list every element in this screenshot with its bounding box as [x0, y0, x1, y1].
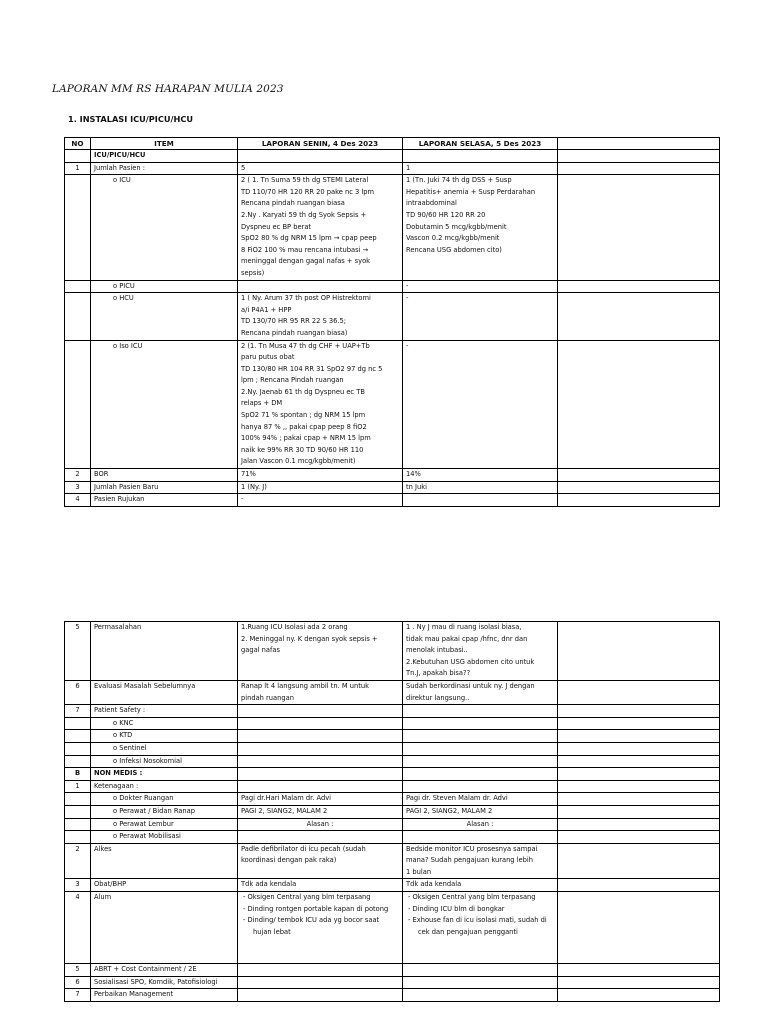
item-label: o HCU — [91, 293, 238, 340]
text-line: Jalan Vascon 0.1 mcg/kgbb/menit) — [241, 457, 356, 466]
bullet-item: - Exhouse fan di icu isolasi mati, sudah di cek dan pengajuan pengganti — [408, 916, 547, 936]
text-line: Ranap lt 4 langsung ambil tn. M untuk — [241, 681, 369, 690]
item-label: o Iso ICU — [91, 340, 238, 469]
table-row: 5 Permasalahan 1.Ruang ICU Isolasi ada 2 orang 2. Meninggal ny. K dengan syok sepsis + gagal nafas 1 . Ny J mau di ruang isolasi biasa, tidak mau pakai cpap /hfnc, dnr dan menolak intubasi.. 2.Kebutuhan USG abdomen cito untuk Tn.J, apakah bisa?? — [65, 622, 720, 681]
table-row: o KNC — [65, 717, 720, 730]
text-line: relaps + DM — [241, 399, 283, 408]
table-row: 2 Alkes Padle defibrilator di icu pecah (sudah koordinasi dengan pak raka) Bedside monitor ICU prosesnya sampai mana? Sudah pengajuan kurang lebih 1 bulan — [65, 843, 720, 879]
cell-bullets — [403, 892, 558, 964]
table-row — [65, 175, 720, 280]
text-line: 1 bulan — [406, 867, 432, 876]
header-item: ITEM — [91, 138, 238, 150]
text-line: Dyspneu ec BP berat — [241, 222, 312, 231]
cell-multiline — [238, 340, 403, 469]
table-row: B NON MEDIS : — [65, 768, 720, 781]
cell-multiline — [238, 843, 403, 879]
table-row: o KTD — [65, 730, 720, 743]
text-line: TD 130/80 HR 104 RR 31 SpO2 97 dg nc 5 — [241, 364, 383, 373]
cell-multiline — [403, 843, 558, 879]
text-line: Bedside monitor ICU prosesnya sampai — [406, 844, 538, 853]
text-line: Rencana pindah ruangan biasa) — [241, 328, 348, 337]
table-header-row — [65, 138, 720, 150]
item-label: o PICU — [91, 280, 238, 293]
text-line: Tn.J, apakah bisa?? — [406, 669, 471, 678]
text-line: 2 ( 1. Tn Suma 59 th dg STEMI Lateral — [241, 176, 369, 185]
cell-multiline — [238, 175, 403, 280]
text-line: lpm ; Rencana Pindah ruangan — [241, 376, 344, 385]
text-line: tidak mau pakai cpap /hfnc, dnr dan — [406, 634, 528, 643]
table-row: o Sentinel — [65, 742, 720, 755]
table-row: 2 BOR 71% 14% — [65, 469, 720, 482]
header-empty — [558, 138, 720, 150]
table-row: o HCU 1 ( Ny. Arum 37 th post OP Histrektomi a/i P4A1 + HPP TD 130/70 HR 95 RR 22 S 36.5; Rencana pindah ruangan biasa) - — [65, 293, 720, 340]
table-row: 4 Pasien Rujukan - — [65, 494, 720, 507]
text-line: menolak intubasi.. — [406, 646, 468, 655]
text-line: 1 (Tn. Juki 74 th dg DSS + Susp — [406, 176, 512, 185]
table-row: o Perawat Mobilisasi — [65, 831, 720, 844]
text-line: SpO2 80 % dg NRM 15 lpm → cpap peep — [241, 234, 377, 243]
text-line: koordinasi dengan pak raka) — [241, 856, 337, 865]
group-label: ICU/PICU/HCU — [91, 150, 238, 163]
text-line: gagal nafas — [241, 646, 280, 655]
table-row: o Perawat / Bidan Ranap PAGI 2, SIANG2, MALAM 2 PAGI 2, SIANG2, MALAM 2 — [65, 805, 720, 818]
table-row: 7 Perbaikan Management — [65, 989, 720, 1002]
text-line: TD 90/60 HR 120 RR 20 — [406, 210, 486, 219]
table-row: o Dokter Ruangan Pagi dr.Hari Malam dr. Advi Pagi dr. Steven Malam dr. Advi — [65, 793, 720, 806]
text-line: Rencana pindah ruangan biasa — [241, 199, 345, 208]
report-table-page-2 — [64, 621, 720, 1002]
header-selasa: LAPORAN SELASA, 5 Des 2023 — [403, 138, 558, 150]
header-no: NO — [65, 138, 91, 150]
report-table-page-1 — [64, 137, 720, 507]
text-line: 1 ( Ny. Arum 37 th post OP Histrektomi — [241, 294, 371, 303]
table-row: 3 Jumlah Pasien Baru 1 (Ny. J) tn Juki — [65, 481, 720, 494]
text-line: Rencana USG abdomen cito) — [406, 245, 502, 254]
text-line: 2.Kebutuhan USG abdomen cito untuk — [406, 657, 535, 666]
cell-multiline — [403, 622, 558, 681]
item-label: o ICU — [91, 175, 238, 280]
text-line: SpO2 71 % spontan ; dg NRM 15 lpm — [241, 411, 366, 420]
table-row: 1 Ketenagaan : — [65, 780, 720, 793]
text-line: naik ke 99% RR 30 TD 90/60 HR 110 — [241, 445, 364, 454]
bullet-item: - Oksigen Central yang blm terpasang — [243, 893, 371, 902]
text-line: direktur langsung.. — [406, 693, 470, 702]
text-line: 2.Ny . Karyati 59 th dg Syok Sepsis + — [241, 210, 367, 219]
bullet-item: - Dinding ICU blm di bongkar — [408, 904, 505, 913]
text-line: Hepatitis+ anemia + Susp Perdarahan — [406, 187, 536, 196]
text-line: 2. Meninggal ny. K dengan syok sepsis + — [241, 634, 378, 643]
text-line: Vascon 0.2 mcg/kgbb/menit — [406, 234, 500, 243]
text-line: 1.Ruang ICU Isolasi ada 2 orang — [241, 623, 348, 631]
text-line: pindah ruangan — [241, 693, 294, 702]
cell-multiline — [238, 622, 403, 681]
text-line: paru putus obat — [241, 353, 295, 362]
table-row: 6 Evaluasi Masalah Sebelumnya Ranap lt 4 langsung ambil tn. M untuk pindah ruangan Sudah berkordinasi untuk ny. J dengan direktur langsung.. — [65, 680, 720, 704]
text-line: 2.Ny. Jaenab 61 th dg Dyspneu ec TB — [241, 387, 365, 396]
text-line: 8 FiO2 100 % mau rencana intubasi → — [241, 245, 369, 254]
table-row: o PICU - — [65, 280, 720, 293]
bullet-item: - Oksigen Central yang blm terpasang — [408, 893, 536, 902]
table-row: o Iso ICU 2 (1. Tn Musa 47 th dg CHF + UAP+Tb paru putus obat TD 130/80 HR 104 RR 31 SpO2 97 dg nc 5 lpm ; Rencana Pindah ruangan 2.Ny. Jaenab 61 th dg Dyspneu ec TB relaps + DM SpO2 71 % spontan ; dg NRM 15 lpm hanya 87 % ,, pakai cpap peep 8 fiO2 100% 94% ; pakai cpap + NRM 15 lpm naik ke 99% RR 30 TD 90/60 HR 110 Jalan Vascon 0.1 mcg/kgbb/menit) - — [65, 340, 720, 469]
text-line: hanya 87 % ,, pakai cpap peep 8 fiO2 — [241, 422, 367, 431]
cell-multiline — [238, 293, 403, 340]
text-line: sepsis) — [241, 268, 265, 277]
table-row: 7 Patient Safety : — [65, 705, 720, 718]
table-row: 3 Obat/BHP Tdk ada kendala Tdk ada kendala — [65, 879, 720, 892]
text-line: TD 110/70 HR 120 RR 20 pake nc 3 lpm — [241, 187, 375, 196]
table-row — [65, 150, 720, 163]
text-line: Padle defibrilator di icu pecah (sudah — [241, 844, 366, 853]
cell-bullets — [238, 892, 403, 964]
cell-multiline — [403, 680, 558, 704]
text-line: 1 . Ny J mau di ruang isolasi biasa, — [406, 623, 522, 631]
table-row: 6 Sosialisasi SPO, Komdik, Patofisiologi — [65, 976, 720, 989]
text-line: Sudah berkordinasi untuk ny. J dengan — [406, 681, 535, 690]
text-line: TD 130/70 HR 95 RR 22 S 36.5; — [241, 317, 347, 326]
cell-multiline — [238, 680, 403, 704]
bullet-item: - Dinding rontgen portable kapan di potong — [243, 904, 389, 913]
cell-multiline — [403, 175, 558, 280]
bullet-item: - Dinding/ tembok ICU ada yg bocor saat hujan lebat — [243, 916, 380, 936]
section-heading: 1. INSTALASI ICU/PICU/HCU — [68, 114, 193, 124]
document-title: LAPORAN MM RS HARAPAN MULIA 2023 — [52, 83, 284, 95]
item-label: Jumlah Pasien : — [91, 162, 238, 175]
table-row: 4 Alum - Oksigen Central yang blm terpasang - Dinding rontgen portable kapan di potong - Dinding/ tembok ICU ada yg bocor saat hujan lebat - Oksigen Central yang blm terpasang - Dinding ICU blm di bongkar - Exhouse fan di icu isolasi mati, sudah di cek dan pengajuan pengganti — [65, 892, 720, 964]
text-line: 2 (1. Tn Musa 47 th dg CHF + UAP+Tb — [241, 341, 370, 350]
table-row: 5 ABRT + Cost Containment / 2E — [65, 964, 720, 977]
text-line: intraabdominal — [406, 199, 457, 208]
table-row: 1 Jumlah Pasien : 5 1 — [65, 162, 720, 175]
text-line: a/i P4A1 + HPP — [241, 305, 292, 314]
header-senin: LAPORAN SENIN, 4 Des 2023 — [238, 138, 403, 150]
text-line: 100% 94% ; pakai cpap + NRM 15 lpm — [241, 434, 371, 443]
text-line: Dobutamin 5 mcg/kgbb/menit — [406, 222, 507, 231]
table-row: o Infeksi Nosokomial — [65, 755, 720, 768]
text-line: meninggal dengan gagal nafas + syok — [241, 257, 371, 266]
table-row: o Perawat Lembur Alasan : Alasan : — [65, 818, 720, 831]
text-line: mana? Sudah pengajuan kurang lebih — [406, 856, 533, 865]
